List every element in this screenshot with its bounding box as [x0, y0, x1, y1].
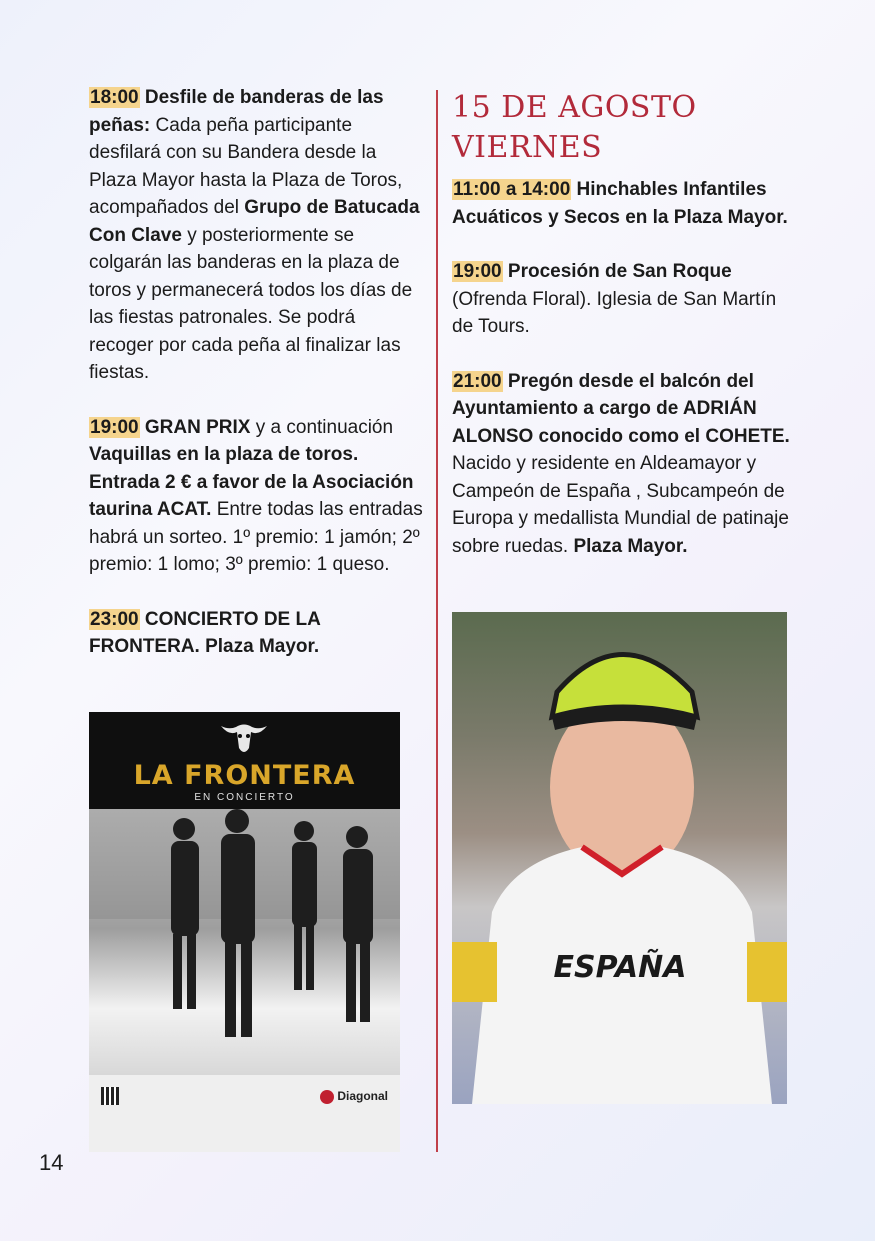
event-desfile [89, 84, 424, 387]
event-bold-text: Grupo de Batucada Con Clave [89, 197, 420, 246]
event-title: CONCIERTO DE LA FRONTERA. Plaza Mayor. [89, 608, 321, 657]
left-column [89, 84, 424, 688]
event-time: 19:00 [90, 416, 139, 438]
diagonal-logo-icon [320, 1090, 334, 1104]
column-divider [436, 90, 438, 1152]
right-column [452, 88, 797, 587]
qr-code-icon [101, 1087, 119, 1105]
event-time: 18:00 [90, 87, 139, 108]
poster-subtitle: EN CONCIERTO [194, 792, 295, 803]
event-bold-text: Plaza Mayor. [573, 535, 688, 557]
event-title: Procesión de San Roque [507, 261, 732, 282]
day-heading-weekday: VIERNES [452, 130, 603, 165]
event-title: Desfile de banderas de las peñas: [89, 87, 384, 136]
event-text: Nacido y residente en Aldeamayor y Campeón de España , Subcampeón de Europa y medallista Mundial de patinaje sobre ruedas. [452, 453, 789, 557]
event-text: Entre todas las entradas habrá un sorteo. 1º premio: 1 jamón; 2º premio: 1 lomo; 3º premio: 1 queso. [89, 499, 423, 575]
event-procesion [452, 258, 797, 341]
event-time: 11:00 a 14:00 [453, 179, 571, 200]
event-title: Hinchables Infantiles Acuáticos y Secos en la Plaza Mayor. [452, 179, 788, 228]
jersey-text: ESPAÑA [553, 950, 687, 985]
event-text: y a continuación [255, 416, 394, 438]
poster-title: LA FRONTERA [133, 760, 356, 791]
day-heading-date: 15 DE AGOSTO [452, 90, 697, 125]
diagonal-logo-text: Diagonal [337, 1089, 388, 1103]
event-title: Pregón desde el balcón del Ayuntamiento a cargo de ADRIÁN ALONSO conocido como el COHETE. [452, 370, 790, 447]
event-text: Cada peña participante desfilará con su Bandera desde la Plaza Mayor hasta la Plaza de Toros, acompañados del [89, 114, 403, 218]
page-number: 14 [39, 1150, 64, 1175]
event-time: 23:00 [90, 608, 139, 630]
event-hinchables [452, 176, 797, 231]
event-time: 21:00 [453, 370, 502, 392]
event-pregon [452, 368, 797, 561]
event-title: GRAN PRIX [144, 416, 251, 438]
adrian-alonso-photo [452, 612, 787, 1104]
bull-skull-icon [219, 718, 269, 758]
event-text: y posteriormente se colgarán las banderas en la plaza de toros y permanecerá todos los días de las fiestas patronales. Se podrá recoger por cada peña al finalizar las fiestas. [89, 224, 413, 383]
band-photo [89, 809, 400, 1075]
event-gran-prix [89, 414, 424, 579]
poster-header [89, 712, 400, 809]
la-frontera-poster [89, 712, 400, 1152]
poster-footer [89, 1075, 400, 1152]
rider-illustration [452, 612, 787, 1104]
event-time: 19:00 [453, 261, 502, 282]
band-silhouettes [89, 809, 400, 1075]
day-heading [452, 88, 797, 168]
event-text: (Ofrenda Floral). Iglesia de San Martín de Tours. [452, 288, 777, 337]
diagonal-logo [320, 1089, 388, 1104]
event-concierto [89, 606, 424, 661]
event-bold-text: Vaquillas en la plaza de toros. Entrada 2 € a favor de la Asociación taurina ACAT. [89, 444, 414, 520]
